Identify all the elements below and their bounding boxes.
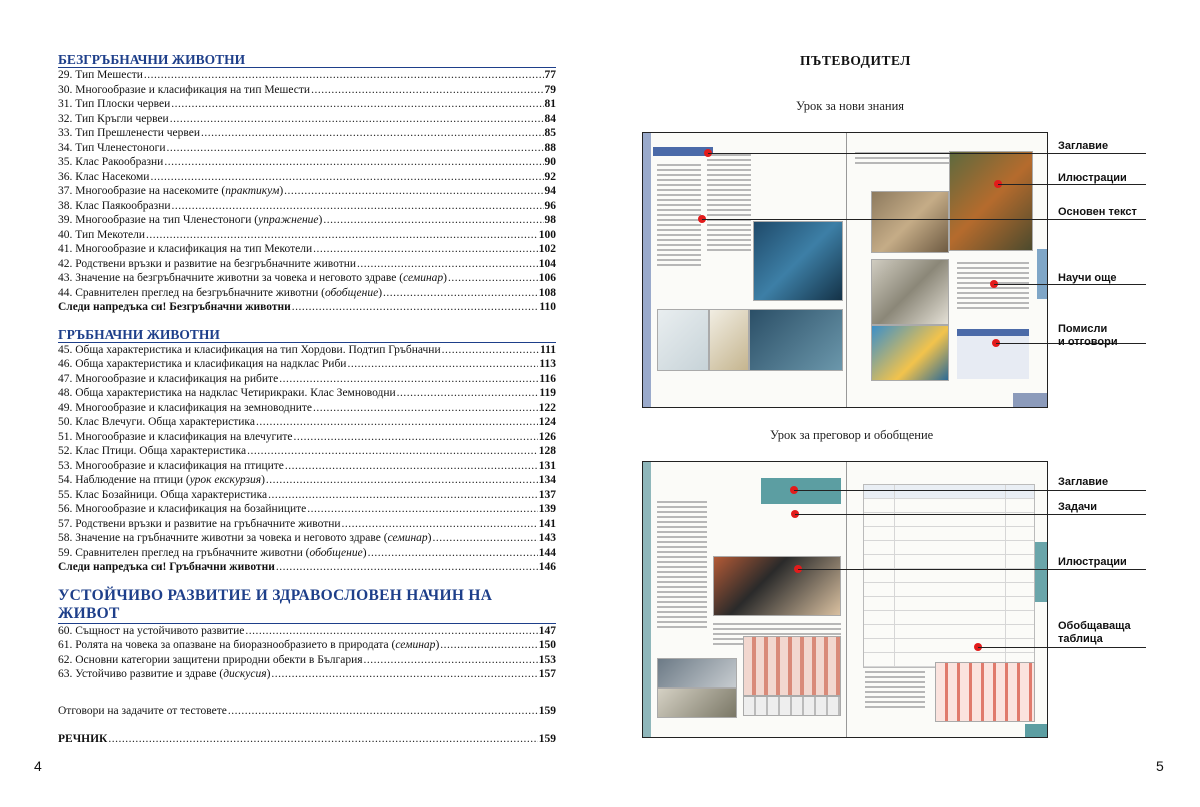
toc-leader-dots	[144, 68, 544, 83]
toc-entry-title-end: )	[435, 639, 440, 651]
toc-leader-dots	[170, 112, 544, 127]
toc-entry-lesson-type: дискусия	[223, 668, 267, 680]
toc-entry-title: Следи напредъка си! Гръбначни животни	[58, 561, 275, 573]
toc-leader-dots	[172, 199, 544, 214]
toc-entry-title: 36. Клас Насекоми	[58, 170, 150, 183]
toc-entry[interactable]	[58, 97, 556, 112]
toc-leader-dots	[201, 126, 544, 141]
toc-leader-dots	[342, 517, 538, 532]
guide-label-tasks: Задачи	[1058, 501, 1097, 513]
toc-entry[interactable]	[58, 488, 556, 503]
toc-entry[interactable]	[58, 271, 556, 286]
toc-entry[interactable]	[58, 459, 556, 474]
toc-entry[interactable]	[58, 401, 556, 416]
toc-entry[interactable]	[58, 415, 556, 430]
guide-label-summary-table: Обобщаваща таблица	[1058, 620, 1131, 645]
toc-entry-page: 84	[544, 112, 556, 125]
toc-leader-dots	[313, 401, 538, 416]
toc-entry[interactable]	[58, 184, 556, 199]
toc-entry-title-end: )	[318, 214, 323, 226]
toc-leader-dots	[368, 546, 538, 561]
toc-entry[interactable]	[58, 560, 556, 575]
toc-entry-title: 53. Многообразие и класификация на птиците	[58, 459, 284, 472]
toc-entry[interactable]	[58, 517, 556, 532]
toc-section-heading: БЕЗГРЪБНАЧНИ ЖИВОТНИ	[58, 52, 246, 67]
toc-entry-page: 88	[544, 141, 556, 154]
toc-entry[interactable]	[58, 638, 556, 653]
toc-entry-page: 144	[538, 546, 556, 559]
toc-leader-dots	[268, 488, 538, 503]
toc-entry-title: 31. Тип Плоски червеи	[58, 98, 171, 110]
toc-entry-title: 56. Многообразие и класификация на бозайниците	[58, 503, 307, 515]
toc-entry-title: 58. Значение на гръбначните животни за човека и неговото здраве (	[58, 532, 388, 544]
toc-entry-page: 146	[538, 561, 556, 573]
toc-entry-title: 37. Многообразие на насекомите (	[58, 185, 226, 197]
toc-entry[interactable]	[58, 228, 556, 243]
toc-entry-page: 116	[539, 372, 556, 385]
toc-entry[interactable]	[58, 286, 556, 301]
toc-entry-page: 122	[538, 401, 556, 414]
toc-entry[interactable]	[58, 257, 556, 272]
toc-entry-title-end: )	[427, 532, 432, 544]
toc-entry-page: 150	[538, 639, 556, 651]
toc-leader-dots	[307, 502, 537, 517]
toc-entry[interactable]	[58, 372, 556, 387]
toc-entry[interactable]	[58, 732, 556, 747]
toc-leader-dots	[271, 667, 537, 682]
toc-leader-dots	[266, 473, 538, 488]
toc-entry-page: 96	[544, 199, 556, 212]
toc-entry-page: 134	[538, 474, 556, 486]
toc-entry-page: 113	[539, 358, 556, 370]
toc-entry-title: 41. Многообразие и класификация на тип Мекотели	[58, 243, 313, 255]
toc-entry-page: 98	[544, 214, 556, 226]
toc-entry-page: 159	[538, 704, 556, 717]
toc-entry-lesson-type: обобщение	[309, 546, 363, 559]
toc-entry[interactable]	[58, 704, 556, 719]
toc-entry[interactable]	[58, 357, 556, 372]
toc-entry-page: 90	[544, 156, 556, 168]
toc-leader-dots	[228, 704, 538, 719]
toc-entry-page: 139	[538, 503, 556, 515]
guide-label-review-illustrations: Илюстрации	[1058, 556, 1127, 568]
toc-entry-page: 104	[538, 257, 556, 270]
toc-entry[interactable]	[58, 170, 556, 185]
toc-entry-title: РЕЧНИК	[58, 733, 108, 745]
toc-section-list	[58, 342, 556, 575]
toc-entry-title: 35. Клас Ракообразни	[58, 156, 164, 168]
toc-entry-title: 63. Устойчиво развитие и здраве (	[58, 668, 224, 680]
toc-entry[interactable]	[58, 473, 556, 488]
toc-leader-dots	[294, 430, 538, 445]
toc-leader-dots	[245, 624, 537, 639]
toc-entry-page: 141	[538, 517, 556, 530]
toc-leader-dots	[383, 286, 538, 301]
review-lesson-spread	[642, 461, 1048, 738]
lesson-review-caption: Урок за преговор и обобщение	[770, 428, 934, 442]
toc-entry-page: 159	[538, 733, 556, 745]
toc-entry-title: 45. Обща характеристика и класификация на тип Хордови. Подтип Гръбначни	[58, 343, 441, 356]
toc-leader-dots	[279, 372, 538, 387]
toc-entry-title: 40. Тип Мекотели	[58, 228, 145, 241]
toc-entry-title: 62. Основни категории защитени природни обекти в България	[58, 653, 363, 666]
toc-entry-title: 39. Многообразие на тип Членестоноги (	[58, 214, 259, 226]
toc-entry[interactable]	[58, 653, 556, 668]
toc-entry-page: 81	[544, 98, 556, 110]
toc-entry-page: 108	[538, 286, 556, 299]
guide-label-learn-more: Научи още	[1058, 272, 1117, 284]
toc-entry-title: 43. Значение на безгръбначните животни за човека и неговото здраве (	[58, 272, 404, 284]
toc-entry[interactable]	[58, 213, 556, 228]
toc-leader-dots	[285, 459, 538, 474]
toc-entry-title: 38. Клас Паякообразни	[58, 199, 171, 212]
toc-entry-page: 124	[538, 416, 556, 428]
toc-entry-title-end: )	[378, 286, 383, 299]
guide-label-think-and-answer: Помисли и отговори	[1058, 323, 1118, 348]
new-lesson-spread	[642, 132, 1048, 408]
toc-entry-title: 49. Многообразие и класификация на земноводните	[58, 401, 313, 414]
toc-entry-title: 42. Родствени връзки и развитие на безгръбначните животни	[58, 257, 357, 270]
toc-entry[interactable]	[58, 531, 556, 546]
toc-entry-title: 50. Клас Влечуги. Обща характеристика	[58, 416, 255, 428]
toc-leader-dots	[311, 83, 543, 98]
guide-title: ПЪТЕВОДИТЕЛ	[800, 53, 911, 68]
toc-leader-dots	[146, 228, 538, 243]
toc-entry-page: 137	[538, 488, 556, 501]
toc-entry-page: 110	[539, 301, 556, 313]
toc-leader-dots	[397, 386, 539, 401]
toc-entry-title: 59. Сравнителен преглед на гръбначните животни (	[58, 546, 310, 559]
toc-entry[interactable]	[58, 430, 556, 445]
toc-entry[interactable]	[58, 624, 556, 639]
toc-entry[interactable]	[58, 242, 556, 257]
toc-leader-dots	[442, 343, 539, 358]
toc-leader-dots	[323, 213, 543, 228]
toc-section-heading: УСТОЙЧИВО РАЗВИТИЕ И ЗДРАВОСЛОВЕН НАЧИН НА ЖИВОТ	[58, 586, 493, 622]
toc-leader-dots	[164, 155, 543, 170]
toc-entry-title: 29. Тип Мешести	[58, 69, 143, 81]
toc-entry[interactable]	[58, 386, 556, 401]
toc-entry[interactable]	[58, 112, 556, 127]
toc-entry-title: 51. Многообразие и класификация на влечугите	[58, 430, 293, 443]
toc-section-heading: ГРЪБНАЧНИ ЖИВОТНИ	[58, 326, 220, 342]
toc-leader-dots	[433, 531, 538, 546]
toc-entry[interactable]	[58, 300, 556, 315]
table-of-contents	[58, 52, 556, 747]
toc-leader-dots	[171, 97, 543, 112]
toc-entry-page: 119	[539, 387, 556, 399]
toc-entry[interactable]	[58, 68, 556, 83]
toc-entry-lesson-type: семинар	[387, 532, 428, 544]
toc-entry[interactable]	[58, 546, 556, 561]
page-number-left: 4	[34, 758, 42, 774]
toc-entry[interactable]	[58, 141, 556, 156]
toc-entry-title: 47. Многообразие и класификация на рибите	[58, 372, 279, 385]
toc-entry-page: 100	[538, 228, 556, 241]
toc-leader-dots	[247, 444, 538, 459]
toc-entry-title-end: )	[443, 272, 447, 284]
toc-leader-dots	[357, 257, 538, 272]
toc-entry[interactable]	[58, 126, 556, 141]
toc-entry-title: 30. Многообразие и класификация на тип Мешести	[58, 83, 311, 96]
lesson-new-caption: Урок за нови знания	[796, 99, 905, 113]
toc-section-list	[58, 67, 556, 315]
toc-entry-page: 106	[538, 272, 556, 284]
toc-entry-title-end: )	[266, 668, 271, 680]
toc-entry-title: 34. Тип Членестоноги	[58, 141, 166, 154]
toc-entry-page: 157	[538, 668, 556, 680]
toc-leader-dots	[448, 271, 538, 286]
toc-entry-page: 77	[544, 69, 556, 81]
toc-entry-title: 54. Наблюдение на птици (	[58, 474, 190, 486]
toc-entry-title-end: )	[279, 185, 284, 197]
guide-label-main-text: Основен текст	[1058, 206, 1137, 218]
toc-entry-page: 128	[538, 445, 556, 457]
toc-leader-dots	[284, 184, 543, 199]
toc-entry-lesson-type: семинар	[403, 272, 444, 284]
toc-entry-lesson-type: упражнение	[258, 214, 319, 226]
toc-section-list	[58, 623, 556, 682]
toc-entry-title: Отговори на задачите от тестовете	[58, 704, 227, 717]
toc-leader-dots	[313, 242, 538, 257]
toc-leader-dots	[256, 415, 538, 430]
toc-entry-lesson-type: обобщение	[324, 286, 379, 299]
guide-label-review-title: Заглавие	[1058, 476, 1109, 488]
toc-entry-page: 126	[538, 430, 556, 443]
toc-entry-title: 52. Клас Птици. Обща характеристика	[58, 445, 247, 457]
toc-leader-dots	[347, 357, 538, 372]
toc-entry-page: 131	[538, 459, 556, 472]
toc-entry[interactable]	[58, 83, 556, 98]
toc-entry[interactable]	[58, 444, 556, 459]
toc-entry-page: 94	[544, 185, 556, 197]
toc-entry-title: 48. Обща характеристика на надклас Четирикраки. Клас Земноводни	[58, 387, 396, 399]
toc-leader-dots	[108, 732, 537, 747]
toc-entry[interactable]	[58, 343, 556, 358]
toc-entry[interactable]	[58, 667, 556, 682]
toc-entry-page: 102	[538, 243, 556, 255]
toc-entry-title-end: )	[261, 474, 265, 486]
toc-entry-page: 79	[544, 83, 556, 96]
toc-entry-title: Следи напредъка си! Безгръбначни животни	[58, 301, 291, 313]
toc-leader-dots	[276, 560, 538, 575]
toc-leader-dots	[292, 300, 539, 315]
page-number-right: 5	[1156, 758, 1164, 774]
toc-entry-title: 33. Тип Прешленести червеи	[58, 127, 200, 139]
guide-label-illustrations: Илюстрации	[1058, 172, 1127, 184]
toc-entry-page: 111	[540, 343, 556, 356]
toc-leader-dots	[440, 638, 537, 653]
toc-entry-page: 92	[544, 170, 556, 183]
toc-entry-title: 44. Сравнителен преглед на безгръбначните животни (	[58, 286, 325, 299]
toc-entry-lesson-type: практикум	[225, 185, 280, 197]
guide-label-title: Заглавие	[1058, 140, 1109, 152]
toc-entry-title-end: )	[362, 546, 367, 559]
toc-leader-dots	[167, 141, 544, 156]
toc-entry-lesson-type: семинар	[395, 639, 436, 651]
toc-entry-title: 57. Родствени връзки и развитие на гръбначните животни	[58, 517, 341, 530]
toc-entry-page: 153	[538, 653, 556, 666]
toc-leader-dots	[150, 170, 543, 185]
toc-entry-title: 55. Клас Бозайници. Обща характеристика	[58, 488, 268, 501]
toc-entry-page: 147	[538, 624, 556, 637]
toc-entry-page: 85	[544, 127, 556, 139]
toc-entry-title: 61. Ролята на човека за опазване на биоразнообразието в природата (	[58, 639, 396, 651]
toc-entry-title: 46. Обща характеристика и класификация на надклас Риби	[58, 358, 347, 370]
toc-entry[interactable]	[58, 502, 556, 517]
toc-entry[interactable]	[58, 155, 556, 170]
toc-entry-title: 60. Същност на устойчивото развитие	[58, 624, 245, 637]
toc-leader-dots	[364, 653, 538, 668]
toc-entry-title: 32. Тип Кръгли червеи	[58, 112, 169, 125]
toc-entry-lesson-type: урок екскурзия	[189, 474, 262, 486]
toc-entry[interactable]	[58, 199, 556, 214]
toc-entry-page: 143	[538, 532, 556, 544]
